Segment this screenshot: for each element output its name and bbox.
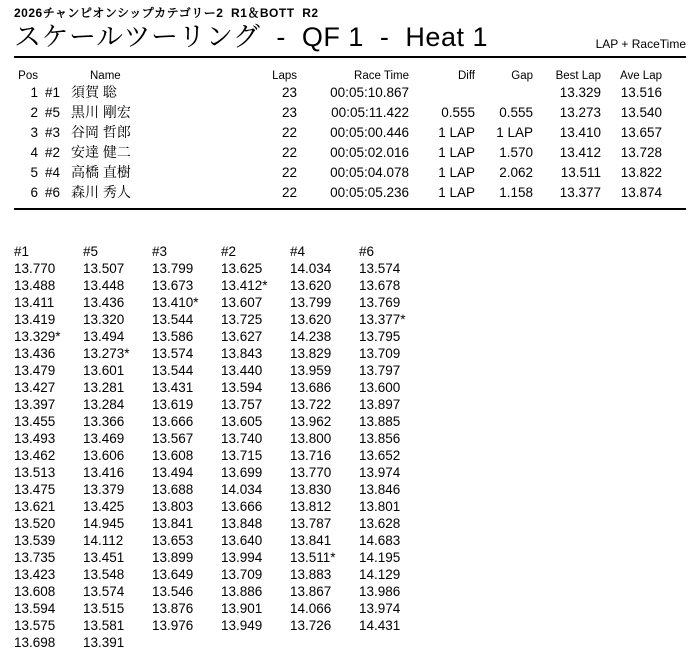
lap-time-cell: 13.320 bbox=[83, 312, 125, 327]
cell-car: #5 bbox=[45, 104, 61, 120]
lap-time-cell: 13.619 bbox=[152, 397, 194, 412]
lap-time-cell: 13.876 bbox=[152, 601, 194, 616]
col-header-diff: Diff bbox=[457, 70, 475, 82]
lap-time-cell: 13.974 bbox=[359, 601, 401, 616]
lap-time-cell: 13.994 bbox=[221, 550, 263, 565]
lap-time-cell bbox=[359, 634, 428, 651]
cell-diff: 1 LAP bbox=[438, 124, 475, 140]
lap-time-cell: 13.601 bbox=[83, 363, 125, 378]
lap-time-cell: 13.974 bbox=[359, 465, 401, 480]
cell-race_time: 00:05:04.078 bbox=[330, 164, 409, 180]
lap-time-cell: 13.620 bbox=[290, 312, 332, 327]
lap-times-table bbox=[14, 243, 428, 651]
cell-pos: 1 bbox=[30, 84, 38, 100]
lap-time-cell: 13.883 bbox=[290, 567, 332, 582]
lap-time-cell: 13.843 bbox=[221, 346, 263, 361]
lap-time-cell: 13.451 bbox=[83, 550, 125, 565]
cell-car: #4 bbox=[45, 164, 61, 180]
lap-time-cell: 13.722 bbox=[290, 397, 332, 412]
lap-time-cell: 13.329* bbox=[14, 329, 61, 344]
lap-time-cell: 13.548 bbox=[83, 567, 125, 582]
cell-race_time: 00:05:05.236 bbox=[330, 184, 409, 200]
lap-time-cell: 13.574 bbox=[83, 584, 125, 599]
lap-time-cell: 13.494 bbox=[152, 465, 194, 480]
cell-best_lap: 13.329 bbox=[559, 84, 601, 100]
cell-gap: 1.570 bbox=[499, 144, 533, 160]
lap-time-cell: 14.683 bbox=[359, 533, 401, 548]
lap-time-cell: 14.945 bbox=[83, 516, 125, 531]
lap-row bbox=[14, 362, 428, 379]
title-bar bbox=[14, 21, 686, 58]
lap-row bbox=[14, 277, 428, 294]
lap-time-cell: 13.885 bbox=[359, 414, 401, 429]
lap-row bbox=[14, 379, 428, 396]
cell-race_time: 00:05:10.867 bbox=[330, 84, 409, 100]
lap-time-cell: 14.034 bbox=[221, 482, 263, 497]
lap-time-cell: 13.856 bbox=[359, 431, 401, 446]
lap-time-cell: 13.544 bbox=[152, 312, 194, 327]
lap-time-cell: 13.725 bbox=[221, 312, 263, 327]
lap-time-cell: 13.469 bbox=[83, 431, 125, 446]
lap-time-cell: 13.423 bbox=[14, 567, 56, 582]
cell-gap bbox=[475, 82, 533, 102]
lap-time-cell: 13.391 bbox=[83, 635, 125, 650]
cell-pos: 2 bbox=[30, 104, 38, 120]
lap-row bbox=[14, 430, 428, 447]
results-divider bbox=[14, 208, 686, 210]
lap-time-cell: 13.412* bbox=[221, 278, 268, 293]
lap-row bbox=[14, 260, 428, 277]
lap-time-cell: 13.366 bbox=[83, 414, 125, 429]
lap-time-cell: 13.688 bbox=[152, 482, 194, 497]
cell-pos: 4 bbox=[30, 144, 38, 160]
lap-time-cell: 13.652 bbox=[359, 448, 401, 463]
lap-time-cell: 13.416 bbox=[83, 465, 125, 480]
cell-ave_lap: 13.657 bbox=[620, 124, 662, 140]
lap-time-cell: 13.740 bbox=[221, 431, 263, 446]
lap-time-cell: 13.726 bbox=[290, 618, 332, 633]
lap-time-cell: 13.431 bbox=[152, 380, 194, 395]
cell-gap: 0.555 bbox=[499, 104, 533, 120]
lap-time-cell: 13.284 bbox=[83, 397, 125, 412]
cell-laps: 23 bbox=[281, 104, 297, 120]
lap-time-cell: 13.716 bbox=[290, 448, 332, 463]
lap-time-cell: 13.962 bbox=[290, 414, 332, 429]
lap-time-cell: 13.455 bbox=[14, 414, 56, 429]
lap-time-cell: 13.799 bbox=[290, 295, 332, 310]
cell-best_lap: 13.410 bbox=[559, 124, 601, 140]
col-header-name: Name bbox=[90, 70, 121, 82]
lap-row bbox=[14, 413, 428, 430]
lap-time-cell: 13.797 bbox=[359, 363, 401, 378]
lap-time-cell: 13.709 bbox=[359, 346, 401, 361]
cell-name: 須賀 聡 bbox=[71, 84, 117, 100]
lap-time-cell: 13.698 bbox=[14, 635, 56, 650]
lap-time-cell: 13.574 bbox=[152, 346, 194, 361]
lap-time-cell: 13.513 bbox=[14, 465, 56, 480]
lap-row bbox=[14, 345, 428, 362]
lap-time-cell: 13.436 bbox=[83, 295, 125, 310]
lap-time-cell: 13.801 bbox=[359, 499, 401, 514]
lap-row bbox=[14, 396, 428, 413]
lap-time-cell: 13.515 bbox=[83, 601, 125, 616]
lap-time-cell: 14.034 bbox=[290, 261, 332, 276]
cell-diff: 1 LAP bbox=[438, 144, 475, 160]
cell-laps: 23 bbox=[281, 84, 297, 100]
cell-gap: 1.158 bbox=[499, 184, 533, 200]
lap-time-cell: 13.709 bbox=[221, 567, 263, 582]
cell-pos: 3 bbox=[30, 124, 38, 140]
lap-row bbox=[14, 328, 428, 345]
lap-col-header-2: #5 bbox=[83, 244, 99, 259]
lap-time-cell: 14.066 bbox=[290, 601, 332, 616]
cell-name: 黒川 剛宏 bbox=[71, 104, 131, 120]
lap-time-cell: 13.848 bbox=[221, 516, 263, 531]
timing-mode-label: LAP + RaceTime bbox=[595, 37, 686, 51]
lap-time-cell: 13.620 bbox=[290, 278, 332, 293]
lap-time-cell: 13.379 bbox=[83, 482, 125, 497]
lap-time-cell: 13.769 bbox=[359, 295, 401, 310]
cell-pos: 6 bbox=[30, 184, 38, 200]
event-header: 2026チャンピオンシップカテゴリー2 R1＆BOTT R2 bbox=[14, 6, 319, 20]
lap-time-cell: 13.640 bbox=[221, 533, 263, 548]
lap-time-cell: 13.867 bbox=[290, 584, 332, 599]
cell-ave_lap: 13.822 bbox=[620, 164, 662, 180]
lap-time-cell: 13.770 bbox=[290, 465, 332, 480]
lap-time-cell: 13.812 bbox=[290, 499, 332, 514]
cell-laps: 22 bbox=[281, 184, 297, 200]
lap-time-cell: 13.606 bbox=[83, 448, 125, 463]
lap-time-cell: 13.600 bbox=[359, 380, 401, 395]
lap-time-cell: 13.479 bbox=[14, 363, 56, 378]
cell-pos: 5 bbox=[30, 164, 38, 180]
lap-col-header-4: #2 bbox=[221, 244, 237, 259]
lap-time-cell: 13.273* bbox=[83, 346, 130, 361]
lap-time-cell: 14.129 bbox=[359, 567, 401, 582]
lap-time-cell: 13.976 bbox=[152, 618, 194, 633]
lap-time-cell: 13.686 bbox=[290, 380, 332, 395]
lap-row bbox=[14, 515, 428, 532]
lap-time-cell: 13.539 bbox=[14, 533, 56, 548]
col-header-ave_lap: Ave Lap bbox=[620, 70, 662, 82]
col-header-laps: Laps bbox=[272, 70, 297, 82]
lap-time-cell: 13.666 bbox=[152, 414, 194, 429]
lap-time-cell: 13.787 bbox=[290, 516, 332, 531]
lap-time-cell: 13.649 bbox=[152, 567, 194, 582]
cell-best_lap: 13.377 bbox=[559, 184, 601, 200]
lap-row bbox=[14, 464, 428, 481]
lap-time-cell: 13.493 bbox=[14, 431, 56, 446]
lap-time-cell: 13.608 bbox=[14, 584, 56, 599]
lap-time-cell: 13.419 bbox=[14, 312, 56, 327]
lap-time-cell: 13.440 bbox=[221, 363, 263, 378]
col-header-best_lap: Best Lap bbox=[555, 70, 601, 82]
cell-diff: 1 LAP bbox=[438, 164, 475, 180]
lap-time-cell: 13.841 bbox=[152, 516, 194, 531]
lap-time-cell: 13.377* bbox=[359, 312, 406, 327]
lap-row bbox=[14, 294, 428, 311]
lap-time-cell: 13.494 bbox=[83, 329, 125, 344]
lap-time-cell: 13.625 bbox=[221, 261, 263, 276]
lap-time-cell: 13.608 bbox=[152, 448, 194, 463]
lap-time-cell: 13.488 bbox=[14, 278, 56, 293]
lap-time-cell: 13.899 bbox=[152, 550, 194, 565]
lap-time-cell: 13.699 bbox=[221, 465, 263, 480]
results-header-row bbox=[14, 67, 662, 82]
lap-time-cell: 13.678 bbox=[359, 278, 401, 293]
lap-row bbox=[14, 311, 428, 328]
cell-best_lap: 13.412 bbox=[559, 144, 601, 160]
lap-time-cell: 13.757 bbox=[221, 397, 263, 412]
cell-car: #6 bbox=[45, 184, 61, 200]
cell-gap: 1 LAP bbox=[496, 124, 533, 140]
col-header-car bbox=[38, 67, 68, 82]
lap-col-header-5: #4 bbox=[290, 244, 306, 259]
lap-time-cell: 13.448 bbox=[83, 278, 125, 293]
lap-time-cell: 13.795 bbox=[359, 329, 401, 344]
lap-time-cell: 13.574 bbox=[359, 261, 401, 276]
lap-time-cell: 13.829 bbox=[290, 346, 332, 361]
cell-car: #1 bbox=[45, 84, 61, 100]
cell-car: #2 bbox=[45, 144, 61, 160]
lap-time-cell: 14.238 bbox=[290, 329, 332, 344]
lap-row bbox=[14, 634, 428, 651]
lap-time-cell: 13.830 bbox=[290, 482, 332, 497]
lap-time-cell: 13.959 bbox=[290, 363, 332, 378]
cell-race_time: 00:05:00.446 bbox=[330, 124, 409, 140]
lap-time-cell: 13.605 bbox=[221, 414, 263, 429]
cell-laps: 22 bbox=[281, 164, 297, 180]
cell-name: 高橋 直樹 bbox=[71, 164, 131, 180]
lap-row bbox=[14, 600, 428, 617]
lap-row bbox=[14, 498, 428, 515]
lap-time-cell: 13.653 bbox=[152, 533, 194, 548]
lap-time-cell: 13.511* bbox=[290, 550, 336, 565]
lap-time-cell bbox=[290, 634, 359, 651]
lap-time-cell: 13.594 bbox=[221, 380, 263, 395]
cell-race_time: 00:05:11.422 bbox=[331, 104, 409, 120]
cell-laps: 22 bbox=[281, 144, 297, 160]
lap-time-cell: 13.581 bbox=[83, 618, 125, 633]
lap-time-cell bbox=[221, 634, 290, 651]
result-row bbox=[14, 162, 662, 182]
lap-time-cell: 13.281 bbox=[83, 380, 125, 395]
lap-time-cell: 13.846 bbox=[359, 482, 401, 497]
result-row bbox=[14, 102, 662, 122]
lap-time-cell bbox=[152, 634, 221, 651]
cell-diff: 1 LAP bbox=[438, 184, 475, 200]
cell-name: 森川 秀人 bbox=[71, 184, 131, 200]
lap-time-cell: 13.427 bbox=[14, 380, 56, 395]
cell-ave_lap: 13.516 bbox=[620, 84, 662, 100]
lap-row bbox=[14, 481, 428, 498]
cell-race_time: 00:05:02.016 bbox=[330, 144, 409, 160]
lap-time-cell: 13.627 bbox=[221, 329, 263, 344]
lap-time-cell: 13.628 bbox=[359, 516, 401, 531]
lap-time-cell: 13.673 bbox=[152, 278, 194, 293]
lap-time-cell: 13.803 bbox=[152, 499, 194, 514]
cell-ave_lap: 13.874 bbox=[620, 184, 662, 200]
cell-gap: 2.062 bbox=[499, 164, 533, 180]
lap-row bbox=[14, 617, 428, 634]
page-title: スケールツーリング - QF 1 - Heat 1 bbox=[14, 22, 488, 52]
lap-time-cell: 13.799 bbox=[152, 261, 194, 276]
result-row bbox=[14, 122, 662, 142]
lap-time-cell: 13.886 bbox=[221, 584, 263, 599]
lap-time-cell: 13.411 bbox=[14, 295, 55, 310]
lap-time-cell: 13.715 bbox=[221, 448, 263, 463]
lap-time-cell: 14.112 bbox=[83, 533, 124, 548]
results-table bbox=[14, 67, 662, 202]
lap-row bbox=[14, 549, 428, 566]
result-row bbox=[14, 82, 662, 102]
lap-time-cell: 13.567 bbox=[152, 431, 194, 446]
lap-time-cell: 14.195 bbox=[359, 550, 401, 565]
lap-row bbox=[14, 583, 428, 600]
lap-time-cell: 13.607 bbox=[221, 295, 263, 310]
result-row bbox=[14, 142, 662, 162]
lap-time-cell: 13.475 bbox=[14, 482, 56, 497]
lap-time-cell: 13.841 bbox=[290, 533, 332, 548]
lap-time-cell: 13.800 bbox=[290, 431, 332, 446]
lap-time-cell: 13.507 bbox=[83, 261, 125, 276]
lap-time-cell: 13.425 bbox=[83, 499, 125, 514]
lap-time-cell: 14.431 bbox=[359, 618, 401, 633]
col-header-gap: Gap bbox=[511, 70, 533, 82]
lap-time-cell: 13.949 bbox=[221, 618, 263, 633]
lap-time-cell: 13.901 bbox=[221, 601, 263, 616]
lap-row bbox=[14, 566, 428, 583]
lap-time-cell: 13.897 bbox=[359, 397, 401, 412]
lap-time-cell: 13.735 bbox=[14, 550, 56, 565]
cell-name: 安達 健二 bbox=[71, 144, 131, 160]
lap-time-cell: 13.397 bbox=[14, 397, 56, 412]
col-header-race_time: Race Time bbox=[354, 70, 409, 82]
lap-header-row bbox=[14, 243, 428, 260]
lap-time-cell: 13.594 bbox=[14, 601, 56, 616]
lap-time-cell: 13.575 bbox=[14, 618, 56, 633]
cell-laps: 22 bbox=[281, 124, 297, 140]
cell-diff bbox=[409, 82, 475, 102]
lap-row bbox=[14, 447, 428, 464]
lap-time-cell: 13.436 bbox=[14, 346, 56, 361]
cell-best_lap: 13.273 bbox=[559, 104, 601, 120]
lap-time-cell: 13.410* bbox=[152, 295, 199, 310]
lap-time-cell: 13.621 bbox=[14, 499, 56, 514]
lap-time-cell: 13.770 bbox=[14, 261, 56, 276]
lap-col-header-6: #6 bbox=[359, 244, 375, 259]
lap-time-cell: 13.546 bbox=[152, 584, 194, 599]
lap-row bbox=[14, 532, 428, 549]
cell-name: 谷岡 哲郎 bbox=[71, 124, 131, 140]
lap-time-cell: 13.586 bbox=[152, 329, 194, 344]
lap-time-cell: 13.462 bbox=[14, 448, 56, 463]
lap-time-cell: 13.520 bbox=[14, 516, 56, 531]
lap-time-cell: 13.986 bbox=[359, 584, 401, 599]
lap-time-cell: 13.666 bbox=[221, 499, 263, 514]
cell-ave_lap: 13.728 bbox=[620, 144, 662, 160]
col-header-pos: Pos bbox=[18, 70, 38, 82]
cell-best_lap: 13.511 bbox=[560, 164, 601, 180]
lap-col-header-1: #1 bbox=[14, 244, 30, 259]
result-row bbox=[14, 182, 662, 202]
cell-diff: 0.555 bbox=[441, 104, 475, 120]
cell-car: #3 bbox=[45, 124, 61, 140]
lap-time-cell: 13.544 bbox=[152, 363, 194, 378]
lap-col-header-3: #3 bbox=[152, 244, 168, 259]
cell-ave_lap: 13.540 bbox=[620, 104, 662, 120]
